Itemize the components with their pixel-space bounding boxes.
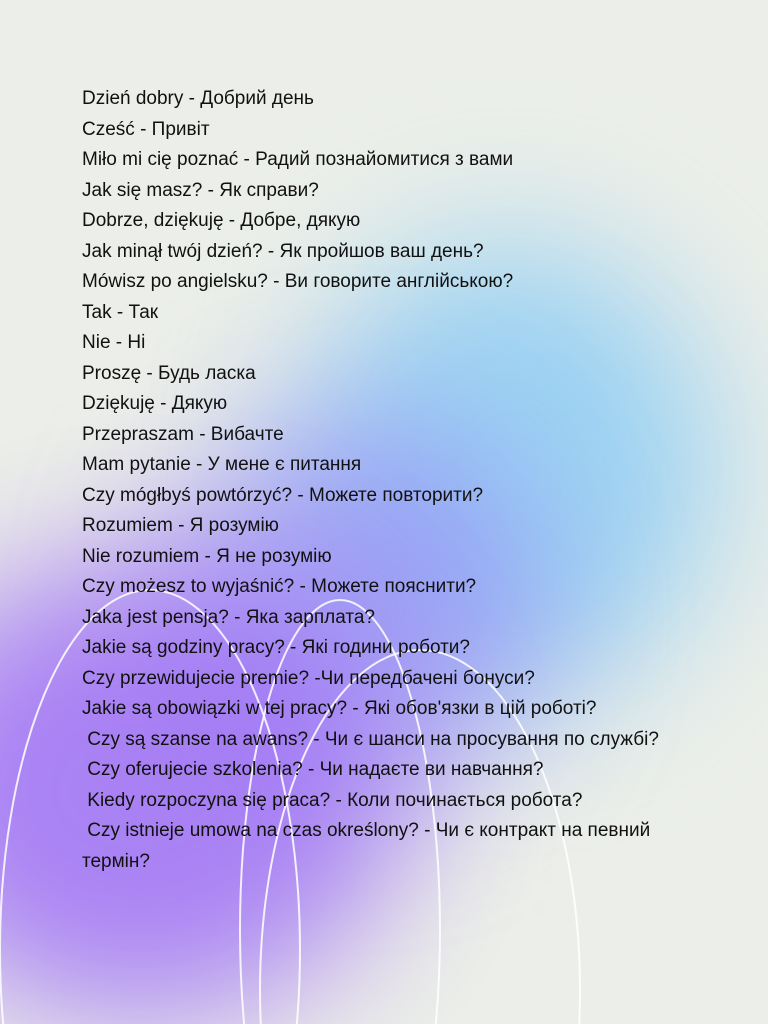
phrase-item: Jak minął twój dzień? - Як пройшов ваш день? [82, 240, 484, 262]
phrase-item: Czy oferujecie szkolenia? - Чи надаєте ви навчання? [82, 759, 544, 780]
phrase-item: Jakie są godziny pracy? - Які години роботи? [82, 637, 470, 658]
phrase-item: Dziękuję - Дякую [82, 393, 228, 414]
phrase-item: Jakie są obowiązki w tej pracy? - Які обов'язки в цій роботі? [82, 698, 597, 719]
phrase-item: Jak się masz? - Як справи? [82, 179, 319, 201]
phrase-item: Przepraszam - Вибачте [82, 423, 284, 445]
phrase-item: Mam pytanie - У мене є питання [82, 454, 362, 475]
phrase-item: Rozumiem - Я розумію [82, 515, 279, 536]
phrase-item: Czy są szanse na awans? - Чи є шанси на просування по службі? [82, 728, 659, 750]
phrase-item: Dobrze, dziękuję - Добре, дякую [82, 210, 361, 231]
phrase-item: Mówisz po angielsku? - Ви говорите англійською? [82, 271, 514, 292]
phrase-item: Miło mi cię poznać - Радий познайомитися з вами [82, 149, 514, 170]
phrase-item: Nie - Ні [82, 332, 146, 353]
phrase-item: Czy mógłbyś powtórzyć? - Можете повторити? [82, 484, 484, 506]
phrase-item: Proszę - Будь ласка [82, 362, 256, 384]
phrase-item: Kiedy rozpoczyna się praca? - Коли починається робота? [82, 789, 583, 811]
phrase-item: Czy istnieje umowa na czas określony? - Чи є контракт на певний термін? [82, 820, 656, 872]
phrase-item: Cześć - Привіт [82, 118, 210, 140]
phrase-item: Nie rozumiem - Я не розумію [82, 545, 332, 567]
phrase-item: Tak - Так [82, 301, 159, 323]
phrase-item: Jaka jest pensja? - Яка зарплата? [82, 606, 375, 628]
phrase-item: Dzień dobry - Добрий день [82, 88, 314, 109]
phrase-item: Czy przewidujecie premie? -Чи передбачені бонуси? [82, 667, 535, 689]
phrase-list [82, 84, 692, 877]
phrase-item: Czy możesz to wyjaśnić? - Можете пояснити? [82, 576, 477, 597]
